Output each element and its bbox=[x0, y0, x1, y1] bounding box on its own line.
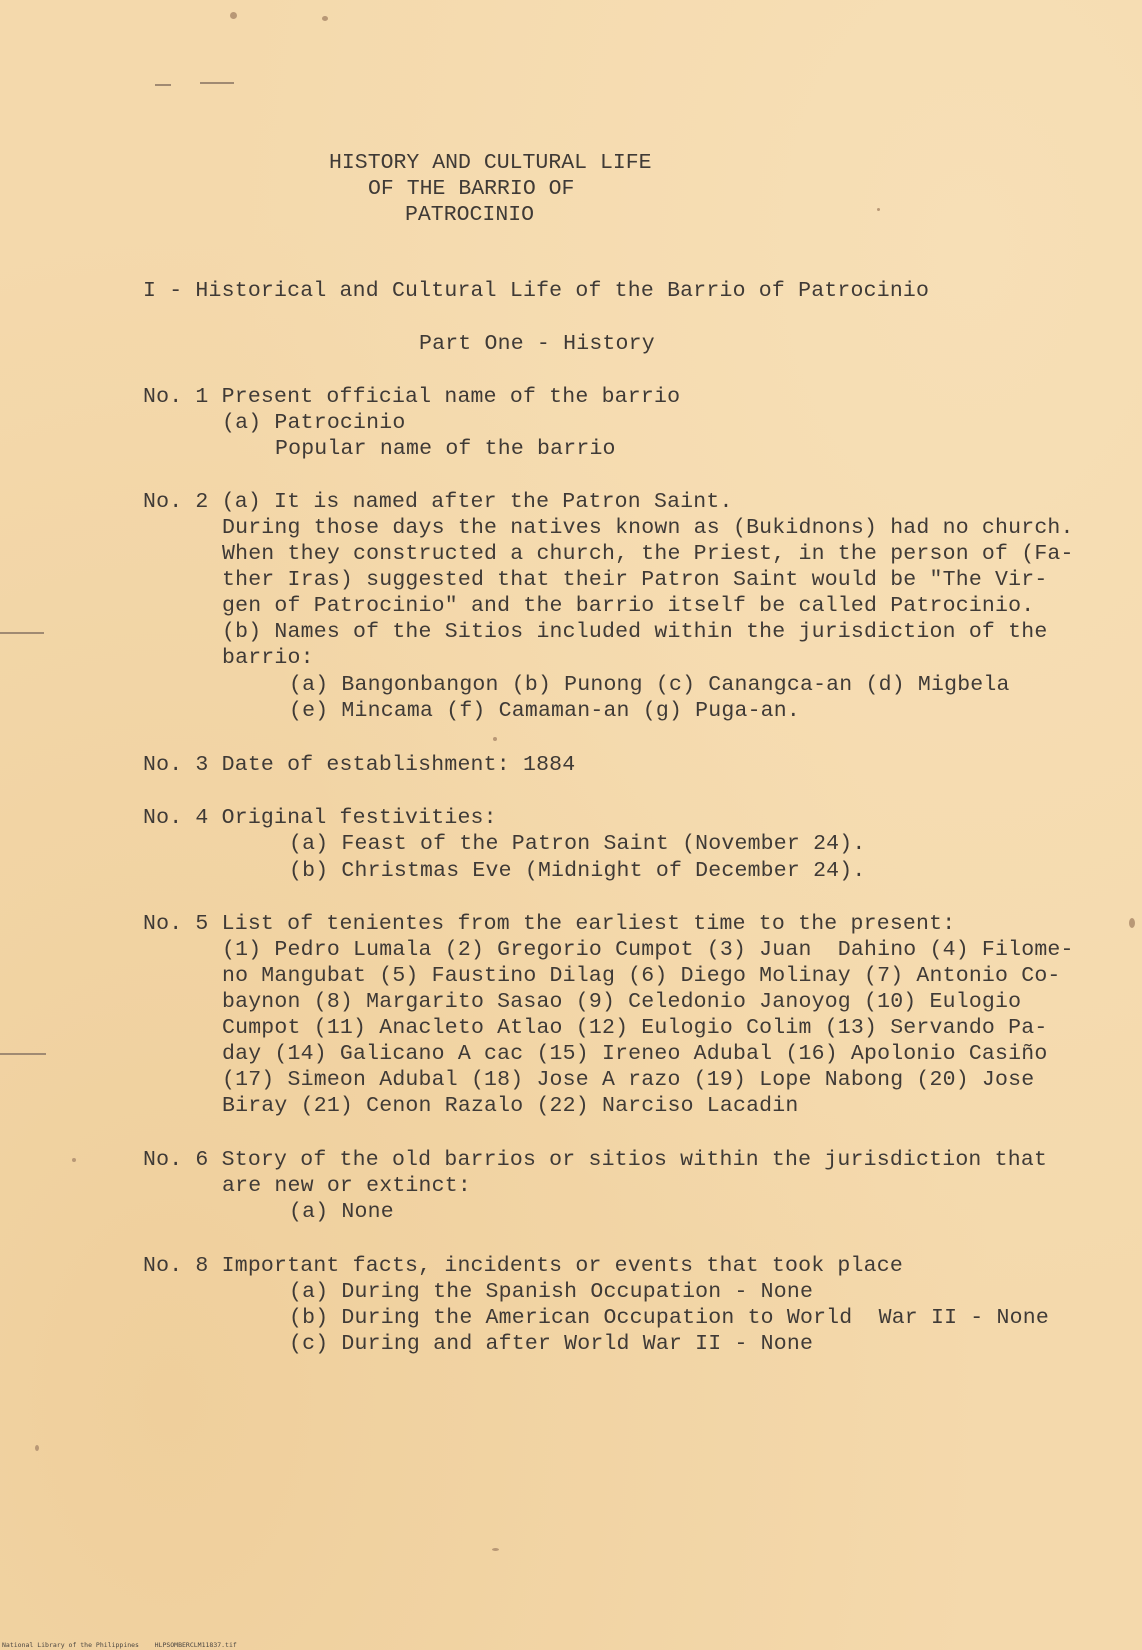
item-line: (b) Names of the Sitios included within the jurisdiction of the bbox=[222, 620, 1048, 644]
title-line-1: HISTORY AND CULTURAL LIFE bbox=[329, 151, 652, 175]
item-line: are new or extinct: bbox=[222, 1174, 471, 1198]
item-line: (b) Christmas Eve (Midnight of December 24). bbox=[289, 859, 866, 883]
item-line: no Mangubat (5) Faustino Dilag (6) Diego Molinay (7) Antonio Co- bbox=[222, 964, 1061, 988]
item-line: During those days the natives known as (Bukidnons) had no church. bbox=[222, 516, 1074, 540]
paper-mark bbox=[0, 632, 44, 634]
item-line: No. 8 Important facts, incidents or events that took place bbox=[143, 1254, 903, 1278]
paper-mark bbox=[155, 84, 171, 86]
section-heading: I - Historical and Cultural Life of the Barrio of Patrocinio bbox=[143, 279, 930, 303]
item-line: barrio: bbox=[222, 646, 314, 670]
paper-speck bbox=[493, 737, 497, 741]
item-line: Biray (21) Cenon Razalo (22) Narciso Lacadin bbox=[222, 1094, 799, 1118]
item-line: gen of Patrocinio" and the barrio itself be called Patrocinio. bbox=[222, 594, 1035, 618]
item-line: When they constructed a church, the Priest, in the person of (Fa- bbox=[222, 542, 1074, 566]
item-line: (a) During the Spanish Occupation - None bbox=[289, 1280, 814, 1304]
paper-speck bbox=[322, 16, 328, 21]
item-line: (e) Mincama (f) Camaman-an (g) Puga-an. bbox=[289, 699, 800, 723]
item-line: day (14) Galicano A cac (15) Ireneo Adubal (16) Apolonio Casiño bbox=[222, 1042, 1048, 1066]
item-line: (a) Bangonbangon (b) Punong (c) Canangca-an (d) Migbela bbox=[289, 673, 1010, 697]
item-line: No. 5 List of tenientes from the earliest time to the present: bbox=[143, 912, 956, 936]
paper-speck bbox=[1129, 918, 1135, 928]
paper-speck bbox=[230, 12, 237, 19]
item-line: ther Iras) suggested that their Patron Saint would be "The Vir- bbox=[222, 568, 1048, 592]
scan-footer: National Library of the Philippines HLPSOMBERCLM11837.tif bbox=[2, 1641, 237, 1649]
item-line: No. 1 Present official name of the barrio bbox=[143, 385, 681, 409]
item-line: Popular name of the barrio bbox=[275, 437, 616, 461]
item-line: (1) Pedro Lumala (2) Gregorio Cumpot (3) Juan Dahino (4) Filome- bbox=[222, 938, 1074, 962]
item-line: No. 2 (a) It is named after the Patron Saint. bbox=[143, 490, 733, 514]
paper-mark bbox=[200, 82, 234, 84]
item-line: (b) During the American Occupation to World War II - None bbox=[289, 1306, 1049, 1330]
paper-speck bbox=[35, 1445, 39, 1451]
item-line: No. 6 Story of the old barrios or sitios within the jurisdiction that bbox=[143, 1148, 1048, 1172]
part-heading: Part One - History bbox=[419, 332, 655, 356]
paper-mark bbox=[0, 1053, 46, 1055]
item-line: No. 4 Original festivities: bbox=[143, 806, 497, 830]
item-line: (a) Feast of the Patron Saint (November 24). bbox=[289, 832, 866, 856]
item-line: (c) During and after World War II - None bbox=[289, 1332, 814, 1356]
item-line: Cumpot (11) Anacleto Atlao (12) Eulogio Colim (13) Servando Pa- bbox=[222, 1016, 1048, 1040]
paper-speck bbox=[877, 208, 880, 211]
paper-speck bbox=[492, 1548, 499, 1551]
item-line: baynon (8) Margarito Sasao (9) Celedonio Janoyog (10) Eulogio bbox=[222, 990, 1022, 1014]
item-line: No. 3 Date of establishment: 1884 bbox=[143, 753, 576, 777]
title-line-2: OF THE BARRIO OF bbox=[368, 177, 575, 201]
title-line-3: PATROCINIO bbox=[405, 203, 535, 227]
item-line: (a) Patrocinio bbox=[222, 411, 406, 435]
item-line: (a) None bbox=[289, 1200, 394, 1224]
paper-speck bbox=[72, 1158, 76, 1162]
item-line: (17) Simeon Adubal (18) Jose A razo (19) Lope Nabong (20) Jose bbox=[222, 1068, 1035, 1092]
